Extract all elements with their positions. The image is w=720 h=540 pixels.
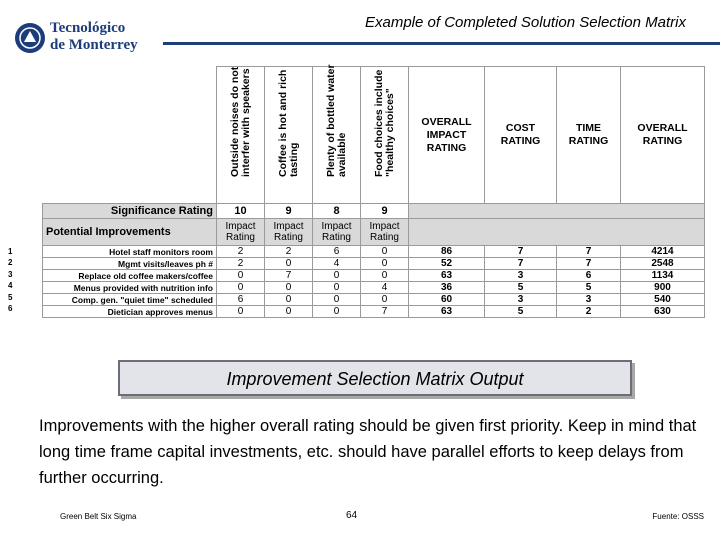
table-row [43,270,705,282]
improvement-name: Comp. gen. "quiet time" scheduled [43,294,217,306]
time-cell: 7 [557,246,621,258]
gray-fill [409,219,705,246]
impact-cell: 0 [361,258,409,270]
impact-cell: 4 [361,282,409,294]
cost-cell: 7 [485,258,557,270]
criterion-header: Outside noises do not interfer with speakers [217,67,265,204]
overall-rating-cell: 900 [621,282,705,294]
significance-value: 8 [313,204,361,219]
impact-cell: 0 [217,282,265,294]
impact-cell: 0 [265,306,313,318]
row-number: 2 [8,258,13,268]
criterion-header: Food choices include "healthy choices" [361,67,409,204]
impact-cell: 0 [313,270,361,282]
significance-value: 10 [217,204,265,219]
row-number: 5 [8,292,13,302]
matrix-table [42,66,705,318]
criterion-header: Coffee is hot and rich tasting [265,67,313,204]
time-cell: 5 [557,282,621,294]
selection-matrix [8,66,708,336]
impact-cell: 7 [361,306,409,318]
impact-cell: 0 [313,282,361,294]
time-cell: 6 [557,270,621,282]
impact-cell: 7 [265,270,313,282]
improvement-name: Menus provided with nutrition info [43,282,217,294]
overall-impact-cell: 52 [409,258,485,270]
footer-left: Green Belt Six Sigma [60,512,137,521]
impact-cell: 6 [217,294,265,306]
overall-rating-header: OVERALL RATING [621,67,705,204]
impact-rating-label: Impact Rating [361,219,409,246]
cost-cell: 5 [485,282,557,294]
page-title: Example of Completed Solution Selection Matrix [365,14,686,31]
impact-cell: 0 [361,270,409,282]
impact-cell: 2 [217,258,265,270]
overall-impact-cell: 36 [409,282,485,294]
cost-cell: 3 [485,294,557,306]
improvement-name: Replace old coffee makers/coffee [43,270,217,282]
banner-text: Improvement Selection Matrix Output [226,369,524,389]
gray-fill [409,204,705,219]
improvement-name: Dietician approves menus [43,306,217,318]
potential-improvements-label: Potential Improvements [43,219,217,246]
improvement-name: Hotel staff monitors room [43,246,217,258]
impact-rating-label: Impact Rating [265,219,313,246]
row-number: 4 [8,281,13,291]
impact-cell: 0 [265,282,313,294]
impact-rating-label: Impact Rating [313,219,361,246]
output-banner [118,360,632,396]
cost-rating-header: COST RATING [485,67,557,204]
table-row [43,258,705,270]
overall-rating-cell: 540 [621,294,705,306]
overall-impact-cell: 63 [409,270,485,282]
tec-seal-icon [14,22,46,54]
table-row [43,306,705,318]
improvement-name: Mgmt visits/leaves ph # [43,258,217,270]
logo-line-1: Tecnológico [50,20,126,36]
overall-impact-cell: 63 [409,306,485,318]
row-number: 1 [8,247,13,256]
overall-rating-cell: 630 [621,306,705,318]
impact-rating-label: Impact Rating [217,219,265,246]
table-row [43,294,705,306]
overall-rating-cell: 4214 [621,246,705,258]
page-number: 64 [346,510,358,521]
significance-value: 9 [361,204,409,219]
impact-cell: 0 [217,306,265,318]
logo [14,20,164,60]
row-number: 6 [8,303,13,313]
table-row [43,246,705,258]
overall-impact-header: OVERALL IMPACT RATING [409,67,485,204]
impact-cell: 0 [217,270,265,282]
footer-right: Fuente: OSSS [652,512,704,521]
impact-cell: 6 [313,246,361,258]
overall-rating-cell: 1134 [621,270,705,282]
cost-cell: 7 [485,246,557,258]
time-cell: 3 [557,294,621,306]
overall-rating-cell: 2548 [621,258,705,270]
impact-cell: 0 [265,294,313,306]
row-number: 3 [8,269,13,279]
time-rating-header: TIME RATING [557,67,621,204]
cost-cell: 5 [485,306,557,318]
significance-label: Significance Rating [43,204,217,219]
impact-cell: 2 [217,246,265,258]
criterion-header: Plenty of bottled water available [313,67,361,204]
table-row [43,282,705,294]
impact-cell: 0 [313,294,361,306]
impact-cell: 0 [361,294,409,306]
impact-cell: 0 [265,258,313,270]
row-numbers [8,246,12,314]
impact-cell: 0 [361,246,409,258]
time-cell: 7 [557,258,621,270]
overall-impact-cell: 86 [409,246,485,258]
impact-cell: 0 [313,306,361,318]
logo-line-2: de Monterrey [50,37,138,53]
overall-impact-cell: 60 [409,294,485,306]
body-text: Improvements with the higher overall rating should be given first priority. Keep in mind that long time frame capital investments, etc. should have parallel efforts to keep delays from further occurring. [39,417,697,487]
significance-value: 9 [265,204,313,219]
blank-cell [43,67,217,204]
header-rule [163,42,720,45]
impact-cell: 4 [313,258,361,270]
time-cell: 2 [557,306,621,318]
cost-cell: 3 [485,270,557,282]
impact-cell: 2 [265,246,313,258]
